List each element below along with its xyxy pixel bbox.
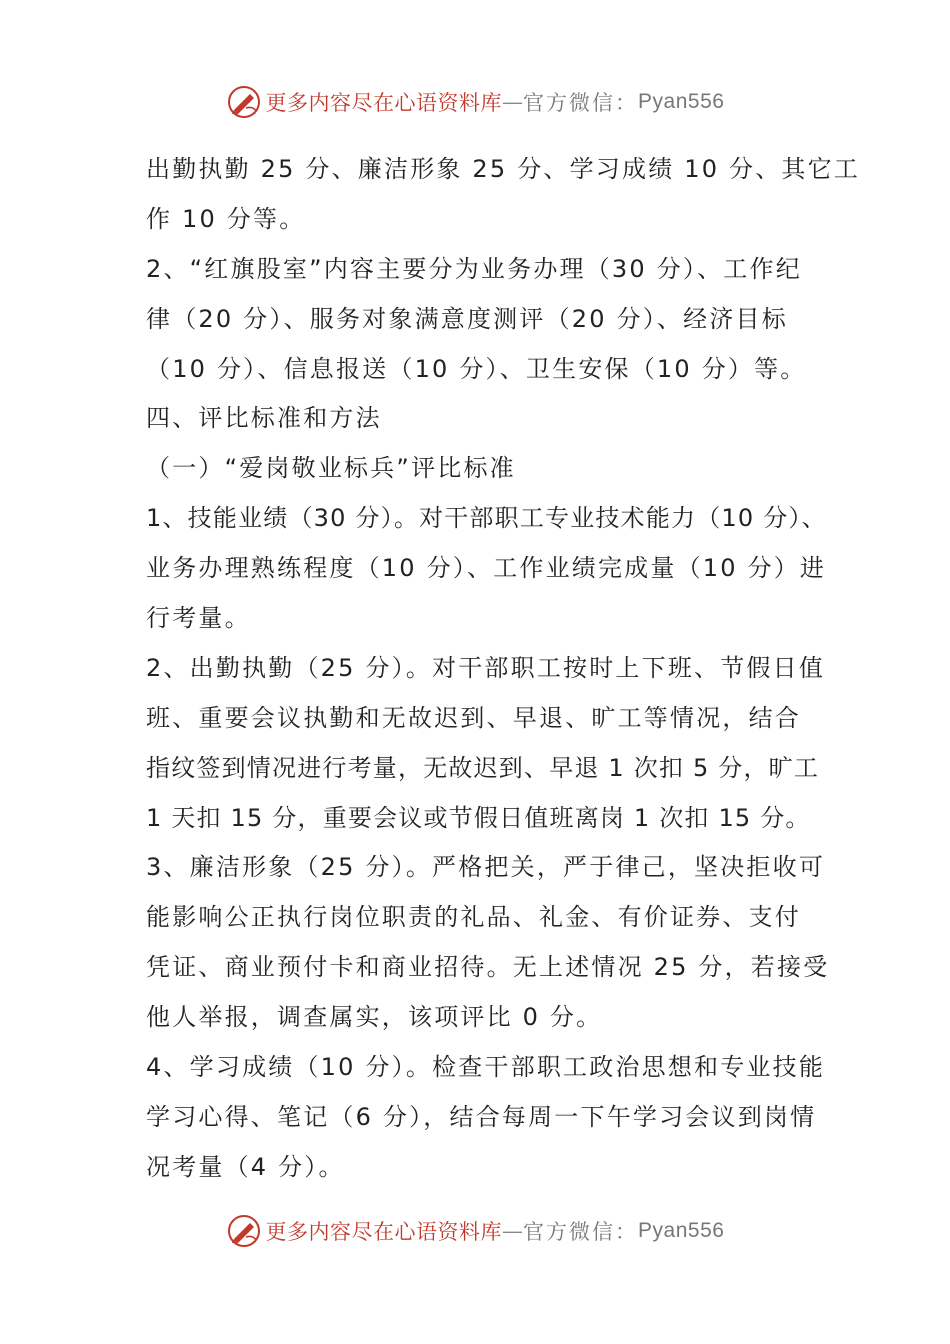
banner-main-text: 更多内容尽在心语资料库	[265, 1220, 503, 1244]
body-line: 2、出勤执勤（25 分）。对干部职工按时上下班、节假日值	[146, 653, 826, 682]
body-line: （10 分）、信息报送（10 分）、卫生安保（10 分）等。	[146, 354, 807, 383]
pen-logo-icon	[226, 84, 262, 120]
body-line: 1、技能业绩（30 分）。对干部职工专业技术能力（10 分）、	[146, 504, 827, 533]
banner-label: 官方微信：	[523, 91, 639, 115]
body-line: 3、廉洁形象（25 分）。严格把关，严于律己，坚决拒收可	[146, 853, 826, 882]
body-line: 4、学习成绩（10 分）。检查干部职工政治思想和专业技能	[146, 1053, 826, 1082]
header-banner	[0, 82, 950, 122]
body-line: 作 10 分等。	[146, 204, 306, 233]
banner-wechat-id: Pyan556	[638, 1219, 725, 1242]
body-line: 能影响公正执行岗位职责的礼品、礼金、有价证券、支付	[146, 903, 801, 932]
body-line: 1 天扣 15 分，重要会议或节假日值班离岗 1 次扣 15 分。	[146, 803, 811, 832]
body-line: 2、“红旗股室”内容主要分为业务办理（30 分）、工作纪	[146, 254, 802, 283]
body-line: 出勤执勤 25 分、廉洁形象 25 分、学习成绩 10 分、其它工	[146, 155, 860, 183]
subsection-heading: （一）“爱岗敬业标兵”评比标准	[146, 454, 516, 483]
body-line: 凭证、商业预付卡和商业招待。无上述情况 25 分，若接受	[146, 953, 830, 982]
banner-dash: —	[502, 90, 524, 114]
banner-label: 官方微信：	[523, 1220, 639, 1244]
body-line: 学习心得、笔记（6 分），结合每周一下午学习会议到岗情	[146, 1102, 817, 1131]
banner-dash: —	[502, 1219, 524, 1243]
body-line: 他人举报，调查属实，该项评比 0 分。	[146, 1003, 603, 1032]
footer-banner	[0, 1211, 950, 1251]
banner-main-text: 更多内容尽在心语资料库	[265, 91, 503, 115]
body-line: 况考量（4 分）。	[146, 1152, 345, 1181]
body-line: 班、重要会议执勤和无故迟到、早退、旷工等情况，结合	[146, 703, 801, 732]
body-line: 律（20 分）、服务对象满意度测评（20 分）、经济目标	[146, 304, 788, 333]
document-body	[146, 145, 860, 1193]
body-line: 业务办理熟练程度（10 分）、工作业绩完成量（10 分）进	[146, 554, 827, 583]
pen-logo-icon	[226, 1213, 262, 1249]
body-line: 行考量。	[146, 604, 251, 633]
section-heading: 四、评比标准和方法	[146, 404, 382, 433]
banner-wechat-id: Pyan556	[638, 90, 725, 113]
body-line: 指纹签到情况进行考量，无故迟到、早退 1 次扣 5 分，旷工	[146, 753, 820, 782]
